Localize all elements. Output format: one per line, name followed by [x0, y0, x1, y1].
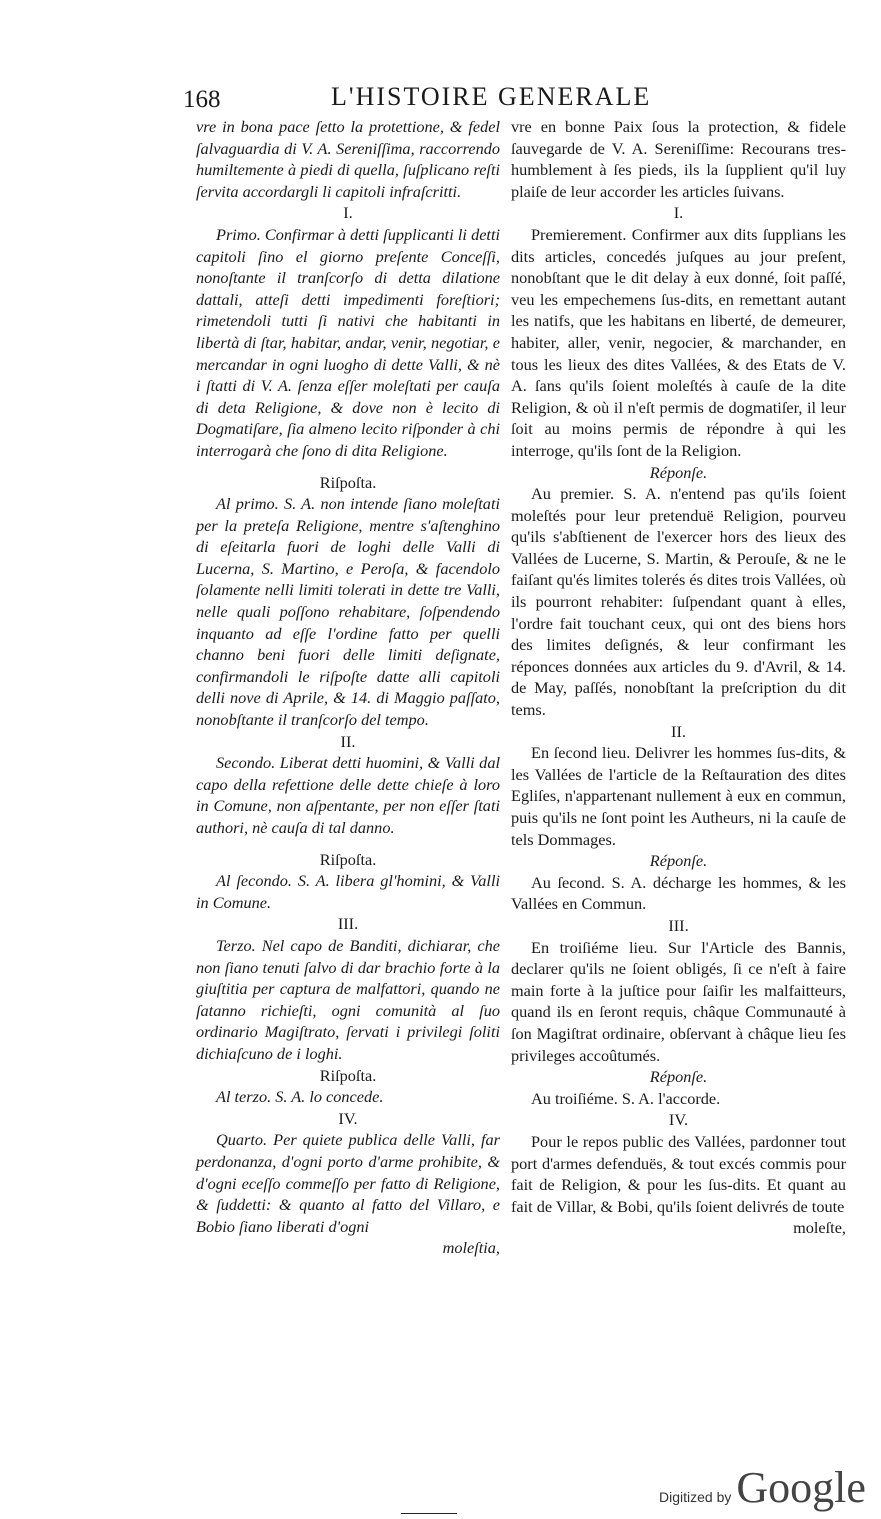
right-article-number-4: IV.	[668, 1110, 689, 1130]
italian-column	[196, 116, 500, 1259]
running-title: L'HISTOIRE GENERALE	[331, 82, 652, 111]
left-response-heading-1: Riſpoſta.	[319, 472, 377, 492]
left-response-3: Al terzo. S. A. lo concede.	[216, 1087, 384, 1107]
left-article-1: Primo. Confirmar à detti ſupplicanti li detti capitoli ſino el giorno preſente Conceſſi, nonoſtante il tranſcorſo di detta dilatione dattali, atteſi detti impedimenti foreſtiori; rimetendoli tutti ſi nativi che habitanti in libertà di ſtar, habitar, andar, venir, negotiar, e mercandar in ogni luogho di dette Valli, & nè i ſtatti di V. A. ſenza eſſer moleſtati per cauſa di deta Religione, & dove non è lecito di Dogmatiſare, ſia almeno lecito riſponder à chi interrogarà che ſono di dita Religione.	[196, 224, 500, 460]
right-article-number-2: II.	[671, 721, 686, 741]
french-column	[511, 116, 846, 1239]
google-logo: Google	[736, 1463, 866, 1512]
left-article-number-2: II.	[340, 731, 356, 751]
digitized-by-label: Digitized by	[659, 1489, 732, 1505]
left-response-heading-3: Riſpoſta.	[319, 1065, 377, 1085]
left-response-1: Al primo. S. A. non intende ſiano moleſtati per la preteſa Religione, mentre s'aſtenghino di eſeitarla fuori de loghi delle Valli di Lucerna, S. Martino, e Peroſa, & facendolo ſolamente nelli limiti tolerati in dette tre Valli, nelle quali poſſono rehabitare, ſoſpendendo inquanto ad eſſe l'ordine fatto per quelli channo beni fuori delle limiti deſignate, confirmandoli le riſpoſte datte alli capitoli delli nove di Aprile, & 14. di Maggio paſſato, nonobſtante il tranſcorſo del tempo.	[196, 494, 500, 730]
page-number: 168	[183, 86, 221, 113]
digitized-by-google-watermark	[659, 1462, 866, 1513]
right-response-3: Au troiſiéme. S. A. l'accorde.	[531, 1088, 721, 1108]
left-article-number-3: III.	[337, 914, 359, 934]
left-article-4: Quarto. Per quiete publica delle Valli, far perdonanza, d'ogni porto d'arme prohibite, & d'ogni eceſſo commeſſo per fatto di Religione, & ſuddetti: & quanto al fatto del Villaro, e Bobio ſiano liberati d'ogni	[196, 1130, 500, 1236]
right-article-number-3: III.	[668, 915, 689, 935]
right-response-2: Au ſecond. S. A. décharge les hommes, & les Vallées en Commun.	[511, 872, 846, 914]
left-article-number-1: I.	[343, 203, 353, 223]
right-response-heading-1: Réponſe.	[649, 462, 708, 482]
right-response-1: Au premier. S. A. n'entend pas qu'ils ſoient moleſtés pour leur pretenduë Religion, pourveu qu'ils s'abſtienent de l'exercer hors des lieux des Vallées de Lucerne, S. Martin, & Perouſe, & ne le faiſant qu'és limites tolerés és dites trois Vallées, où ils pourront rehabiter: ſuſpendant quant à elles, l'ordre fait touchant ceux, qui ont des biens hors des limites deſignés, & leur confirmant les réponces données aux articles du 9. d'Avril, & 14. de May, paſſés, nonobſtant la preſcription du dit tems.	[511, 484, 846, 720]
right-catchword: moleſte,	[793, 1218, 846, 1238]
right-article-2: En ſecond lieu. Delivrer les hommes ſus-dits, & les Vallées de l'article de la Reſtauration des dites Egliſes, n'appartenant nullement à eux en commun, puis qu'ils ne ſont point les Autheurs, ni la cauſe de tels Dommages.	[511, 743, 846, 849]
right-article-number-1: I.	[673, 203, 684, 223]
left-catchword: moleſtia,	[442, 1238, 500, 1258]
right-article-1: Premierement. Confirmer aux dits ſupplians les dits articles, concedés juſques au jour preſent, nonobſtant que le dit delay à eux donné, ſoit paſſé, veu les empechemens ſus-dits, en remettant autant les natifs, que les habitans en liberté, de demeurer, habiter, aller, venir, negocier, & marchander, en tous les lieux des dites Vallées, & des Etats de V. A. ſans qu'ils ſoient moleſtés à cauſe de la dite Religion, & où il n'eſt permis de dogmatiſer, il leur ſoit au moins permis de répondre à qui les interroge, qu'ils ſont de la Religion.	[511, 224, 846, 460]
right-response-heading-3: Réponſe.	[649, 1067, 708, 1087]
left-response-2: Al ſecondo. S. A. libera gl'homini, & Valli in Comune.	[196, 871, 500, 912]
right-intro: vre en bonne Paix ſous la protection, & fidele ſauvegarde de V. A. Sereniſſime: Recourans tres-humblement à ſes pieds, ils la ſupplient qu'il luy plaiſe de leur accorder les articles ſuivans.	[511, 117, 846, 201]
left-response-heading-2: Riſpoſta.	[319, 849, 377, 869]
left-article-3: Terzo. Nel capo de Banditi, dichiarar, che non ſiano tenuti ſalvo di dar brachio forte à la giuſtitia per captura de malfattori, quando ne ſatanno richieſti, ogni comunità al ſuo ordinario Magiſtrato, ſervati i privilegi ſoliti dichiaſcuno de i loghi.	[196, 935, 500, 1063]
bottom-rule	[401, 1513, 457, 1514]
left-article-2: Secondo. Liberat detti huomini, & Valli dal capo della refettione delle dette chieſe à loro in Comune, non aſpentante, per non eſſer ſtati authori, nè cauſa di tal danno.	[196, 753, 500, 837]
left-intro: vre in bona pace ſetto la protettione, & fedel ſalvaguardia di V. A. Sereniſſima, raccorrendo humiltemente à piedi di quella, ſuſplicano reſti ſervita accordargli li capitoli infraſcritti.	[196, 117, 500, 201]
right-response-heading-2: Réponſe.	[649, 851, 708, 871]
right-article-3: En troiſiéme lieu. Sur l'Article des Bannis, declarer qu'ils ne ſoient obligés, ſi ce n'eſt à faire main forte à la juſtice pour ſaiſir les malfaitteurs, quand ils en ſeront requis, châque Communauté à ſon Magiſtrat ordinaire, obſervant à châque lieu ſes privileges accoûtumés.	[511, 937, 846, 1065]
right-article-4: Pour le repos public des Vallées, pardonner tout port d'armes defenduës, & tout excés commis pour fait de Religion, & pour les ſus-dits. Et quant au fait de Villar, & Bobi, qu'ils ſoient delivrés de toute	[511, 1131, 846, 1216]
left-article-number-4: IV.	[338, 1108, 358, 1128]
